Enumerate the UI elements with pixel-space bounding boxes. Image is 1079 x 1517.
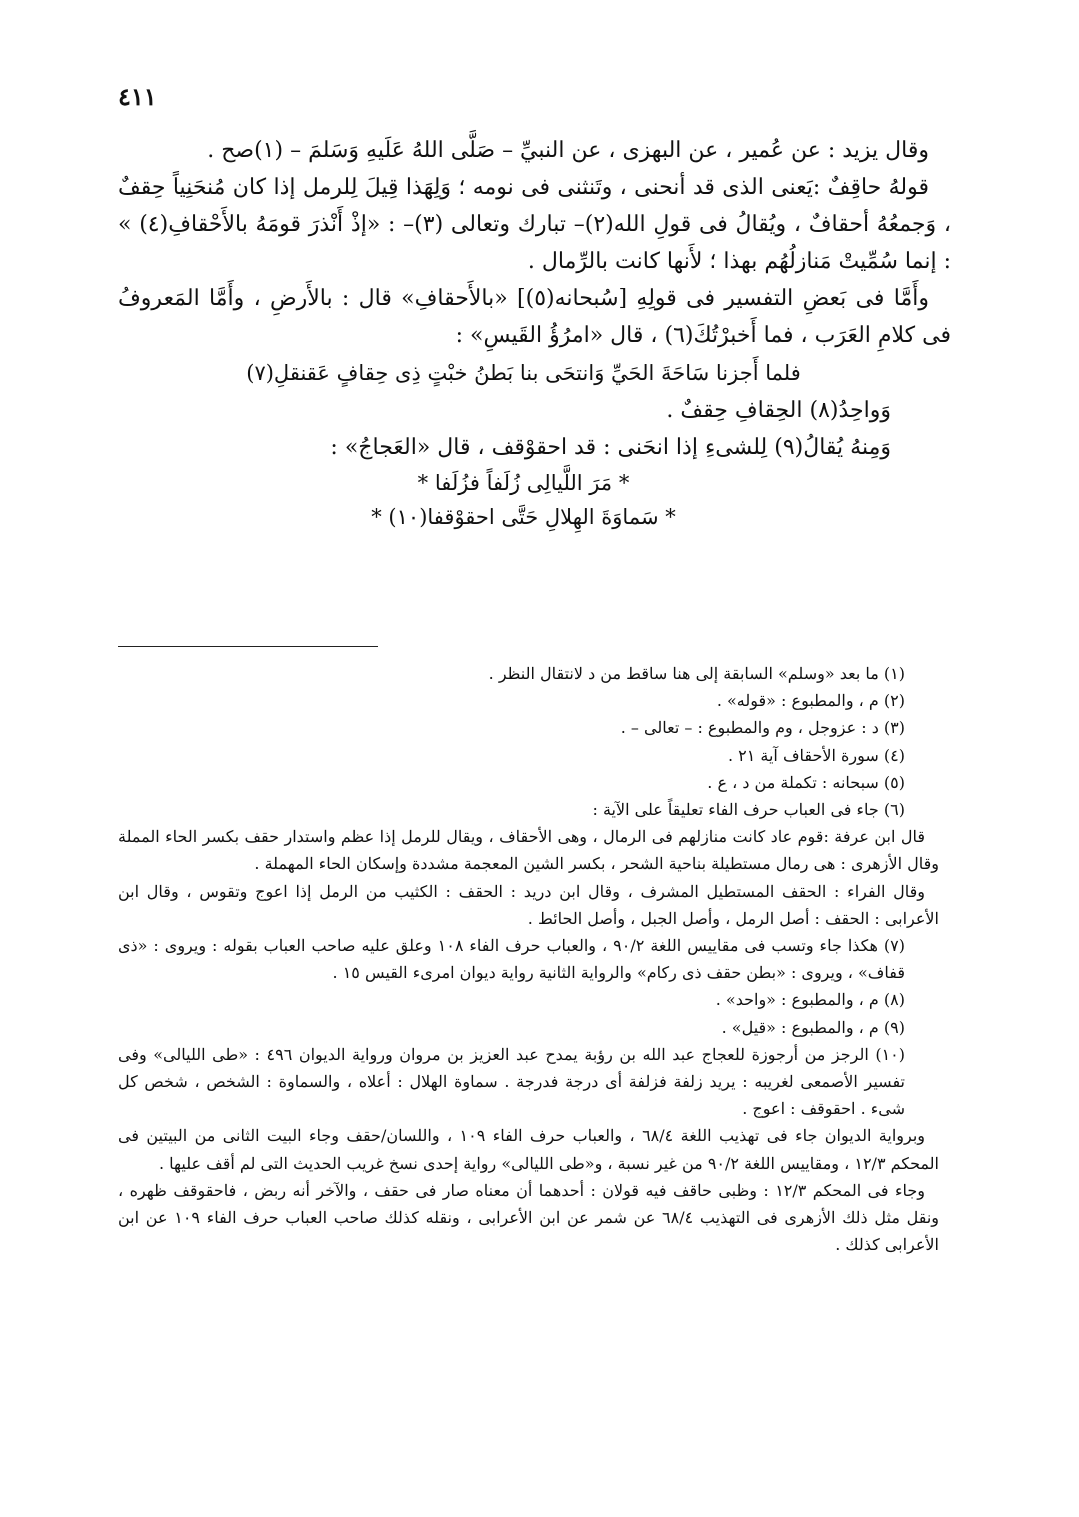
footnote: (١٠) الرجز من أرجوزة للعجاج عبد الله بن رؤبة يمدح عبد العزيز بن مروان ورواية الديوان ٤٩٦ : «طى الليالى» وفى تفسير الأصمعى لغريبه : يريد زلفة فزلفة أى درجة فدرجة . سماوة الهلال : أعلاه ، والسماوة : الشخص ، شخص كل شىء . احقوقف : اعوج . — [118, 1044, 905, 1119]
paragraph: وأَمَّا فى بَعضِ التفسير فى قولِهِ [سُبحانه(٥)] «بالأَحقافِ» قال : بالأَرضِ ، وأَمَّا المَعروفُ فى كلامِ العَرَب ، فما أَخبرْتُكَ(٦) ، قال «امرُؤُ القَيسِ» : — [118, 286, 951, 348]
footnote: (٤) سورة الأحقاف آية ٢١ . — [727, 745, 905, 765]
verse-line: * مَرَ اللَّيالِى زُلَفاً فزُلَفا * — [417, 471, 630, 495]
footnote: (٧) هكذا جاء وتسب فى مقاييس اللغة ٩٠/٢ ، والعباب حرف الفاء ١٠٨ وعلق عليه صاحب العباب بقوله : ويروى : «ذى قفاف» ، ويروى : «بطن حقف ذى ركام» والرواية الثانية رواية ديوان امرىء القيس ١٥ . — [118, 936, 906, 983]
paragraph: وقال يزيد : عن عُمير ، عن البهزى ، عن النبيِّ – صَلَّى اللهُ عَلَيهِ وَسَلمَ – (١)صح . — [207, 138, 929, 163]
paragraph: قولهُ حاقِفٌ :يَعنى الذى قد أنحنى ، وتَنثنى فى نومه ؛ وَلِهَذا قِيلَ لِلرمل إذا كان مُنحَنِياً حِقفٌ ، وَجمعُهُ أحقافٌ ، ويُقالُ فى قولِ الله(٢)– تبارك وتعالى (٣)– : «إذْ أَنْذرَ قومَهُ بالأَحْقافِ(٤) » : إنما سُمِّيتْ مَنازلُهُم بهذا ؛ لأَنها كانت بالرِّمال . — [118, 175, 951, 274]
footnotes — [118, 660, 939, 1258]
footnote-divider — [118, 646, 378, 647]
footnote: (٢) م ، والمطبوع : «قوله» . — [716, 691, 905, 711]
footnote: (٨) م ، والمطبوع : «واحد» . — [715, 990, 905, 1010]
footnote-continuation: قال ابن عرفة :قوم عاد كانت منازلهم فى الرمال ، وهى الأحقاف ، ويقال للرمل إذا عظم واستدار حقف بكسر الحاء المملة وقال الأزهرى : هى رمال مستطيلة بناحية الشحر ، بكسر الشين المعجمة مشددة وإسكان الحاء المهملة . — [118, 827, 939, 874]
footnote: (٣) د : عزوجل ، وم والمطبوع : – تعالى – . — [620, 718, 905, 738]
footnote: (٩) م ، والمطبوع : «قيل» . — [721, 1017, 905, 1037]
paragraph: وَمِنهُ يُقالُ(٩) لِلشىءِ إذا انحَنى : قد احقوْقف ، قال «العَجاجُ» : — [330, 435, 891, 460]
footnote: (٦) جاء فى العباب حرف الفاء تعليقاً على الآية : — [592, 800, 905, 820]
footnote-continuation: وقال الفراء : الحقف المستطيل المشرف ، وقال ابن دريد : الحقف : الكثيب من الرمل إذا اعوج وتقوس ، وقال ابن الأعرابى : الحقف : أصل الرمل ، وأصل الجبل ، وأصل الحائط . — [118, 881, 939, 928]
paragraph: وَواحِدُ(٨) الحِقافِ حِقفٌ . — [666, 398, 891, 423]
footnote: (٥) سبحانه : تكملة من د ، ع . — [707, 772, 905, 792]
footnote: (١) ما بعد «وسلم» السابقة إلى هنا ساقط من د لانتقال النظر . — [488, 664, 905, 683]
page-number: ٤١١ — [118, 82, 157, 111]
main-text — [118, 132, 951, 534]
footnote-continuation: وبرواية الديوان جاء فى تهذيب اللغة ٦٨/٤ ، والعباب حرف الفاء ١٠٩ ، واللسان/حقف وجاء البيت الثانى من البيتين فى المحكم ١٢/٣ ، ومقاييس اللغة ٩٠/٢ من غير نسبة ، و«طى الليالى» رواية إحدى نسخ غريب الحديث التى لم أقف عليها . — [118, 1126, 939, 1173]
footnote-continuation: وجاء فى المحكم ١٢/٣ : وظبى حاقف فيه قولان : أحدهما أن معناه صار فى حقف ، والآخر أنه ربض ، فاحقوقف ظهره ، ونقل مثل ذلك الأزهرى فى التهذيب ٦٨/٤ عن شمر عن ابن الأعرابى ، ونقله كذلك صاحب العباب حرف الفاء ١٠٩ عن ابن الأعرابى كذلك . — [118, 1180, 939, 1255]
verse-line: فلما أَجزنا سَاحَةَ الحَيِّ وَانتحَى بنا بَطنُ خبْتٍ ذِى حِقافٍ عَقنقلِ(٧) — [246, 361, 801, 385]
verse-line: * سَماوَةَ الهِلالِ حَتَّى احقوْقفا(١٠) * — [371, 505, 676, 529]
